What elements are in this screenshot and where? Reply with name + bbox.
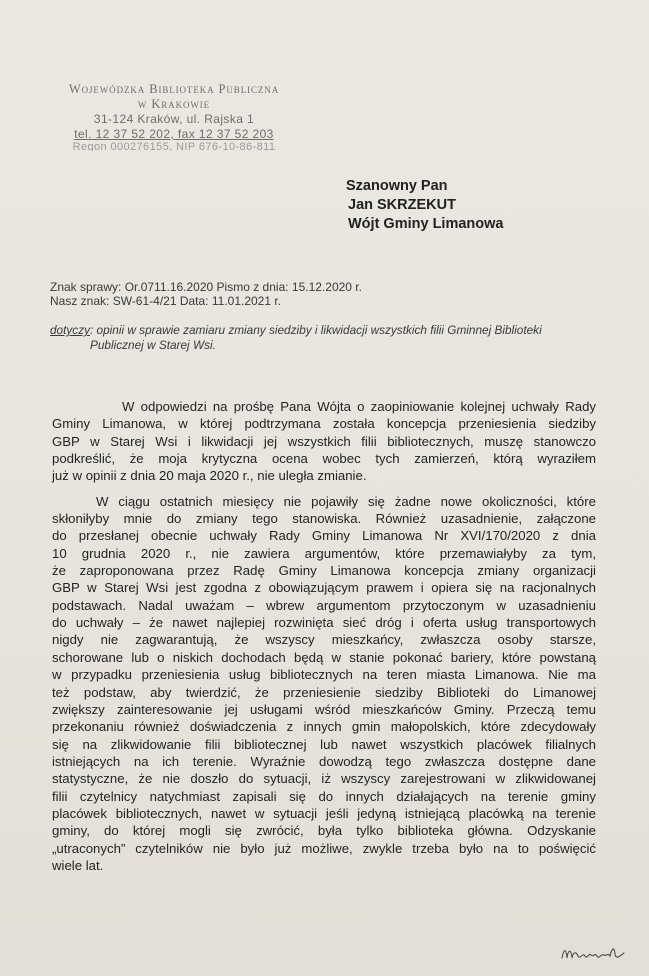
body-line: podstawach. Nadal uważam – wbrew argumentom przytoczonym w uzasadnieniu bbox=[52, 597, 596, 613]
case-reference: Znak sprawy: Or.0711.16.2020 Pismo z dnia: 15.12.2020 r. bbox=[50, 280, 362, 294]
body-line: istniejących na ich terenie. Wyraźnie dowodzą tego zwłaszcza dostępne dane bbox=[52, 753, 596, 769]
reference-block bbox=[50, 280, 362, 308]
body-line: 10 grudnia 2020 r., nie zawiera argumentów, które przemawiałyby za tym, bbox=[52, 545, 596, 561]
body-line: w przypadku przeniesienia usług bibliotecznych na teren miasta Limanowa. Nie ma bbox=[52, 667, 596, 683]
body-line: podkreślić, że moja krytyczna ocena wobec tych zamierzeń, którą wyraziłem bbox=[52, 451, 596, 467]
body-line: „utraconych” czytelników nie było już możliwe, zwykle trzeba było na to poświęcić bbox=[52, 840, 596, 856]
body-line: do przesłanej obecnie uchwały Rady Gminy Limanowa Nr XVI/170/2020 z dnia bbox=[52, 528, 596, 544]
addressee-position: Wójt Gminy Limanowa bbox=[348, 216, 504, 232]
handwritten-signature bbox=[558, 934, 638, 974]
institution-name: Wojewódzka Biblioteka Publiczna bbox=[68, 82, 280, 96]
body-line: W ciągu ostatnich miesięcy nie pojawiły się żadne nowe okoliczności, które bbox=[96, 493, 596, 509]
subject-line bbox=[50, 323, 610, 353]
institution-city: w Krakowie bbox=[137, 97, 211, 111]
body-line: schorowane lub o niskich dochodach będą w stanie pokonać bariery, które powstaną bbox=[52, 649, 596, 665]
body-line: zwiększy zainteresowanie jej usługami wśród mieszkańców Gminy. Przeczą temu bbox=[52, 701, 596, 717]
institution-stamp bbox=[64, 82, 284, 151]
body-line: skłoniłyby mnie do zmiany tego stanowiska. Również uzasadnienie, załączone bbox=[52, 511, 596, 527]
body-line: już w opinii z dnia 20 maja 2020 r., nie uległa zmianie. bbox=[52, 468, 367, 484]
subject-text-1: : opinii w sprawie zamiaru zmiany siedziby i likwidacji wszystkich filii Gminnej Biblioteki bbox=[90, 323, 542, 337]
institution-regon: Regon 000276155, NIP 676-10-86-811 bbox=[72, 142, 276, 151]
subject-label: dotyczy bbox=[50, 323, 90, 337]
body-line: statystyczne, że nie doszło do sytuacji, iż wszyscy zarejestrowani w zlikwidowanej bbox=[52, 771, 596, 787]
body-line: filii czytelnicy natychmiast zapisali się do innych działających na terenie gminy bbox=[52, 788, 596, 804]
addressee-salutation: Szanowny Pan bbox=[346, 178, 448, 194]
paragraph-1 bbox=[52, 398, 596, 485]
addressee-block bbox=[346, 177, 503, 234]
institution-address: 31-124 Kraków, ul. Rajska 1 bbox=[93, 112, 255, 126]
body-line: do uchwały – że nawet najlepiej rozwinięta sieć dróg i oferta usług transportowych bbox=[52, 615, 596, 631]
paragraph-2 bbox=[52, 493, 596, 875]
body-line: Gminy Limanowa, w której podtrzymana została koncepcja przeniesienia siedziby bbox=[52, 416, 596, 432]
body-line: nigdy nie zagwarantują, że wszyscy mieszkańcy, zwłaszcza osoby starsze, bbox=[52, 632, 596, 648]
body-line: GBP w Starej Wsi i likwidacji jej wszystkich filii bibliotecznych, muszę stanowczo bbox=[52, 433, 596, 449]
body-line: się na zlikwidowanie filii bibliotecznej lub nawet wszystkich placówek filialnych bbox=[52, 736, 596, 752]
body-line: wiele lat. bbox=[52, 857, 104, 873]
body-line: gminy, do której mogli się zwrócić, była tylko biblioteka główna. Odzyskanie bbox=[52, 823, 596, 839]
body-line: GBP w Starej Wsi jest zgodna z obowiązującym prawem i opiera się na racjonalnych bbox=[52, 580, 596, 596]
body-line: też podstaw, aby twierdzić, że przeniesienie siedziby Biblioteki do Limanowej bbox=[52, 684, 596, 700]
subject-text-2: Publicznej w Starej Wsi. bbox=[90, 338, 216, 352]
letter-body bbox=[52, 398, 596, 882]
body-line: przekonaniu również doświadczenia z innych gmin małopolskich, które zdecydowały bbox=[52, 719, 596, 735]
body-line: że zaproponowana przez Radę Gminy Limanowa koncepcja zmiany organizacji bbox=[52, 563, 596, 579]
body-line: placówek bibliotecznych, nawet w sytuacji jeśli jedyną istniejącą placówką na terenie bbox=[52, 805, 596, 821]
our-reference: Nasz znak: SW-61-4/21 Data: 11.01.2021 r. bbox=[50, 294, 282, 308]
addressee-name: Jan SKRZEKUT bbox=[348, 197, 456, 213]
body-line: W odpowiedzi na prośbę Pana Wójta o zaopiniowanie kolejnej uchwały Rady bbox=[122, 399, 596, 414]
institution-phone: tel. 12 37 52 202, fax 12 37 52 203 bbox=[74, 127, 274, 141]
